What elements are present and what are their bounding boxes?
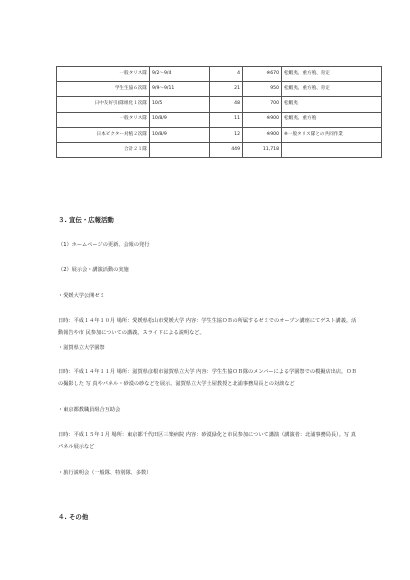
cell-member-count: 449 bbox=[210, 142, 243, 157]
cell-participants: ※900 bbox=[243, 127, 282, 142]
cell-participants: ※900 bbox=[243, 112, 282, 127]
cell-notes: 松蝦夷、重方殖 bbox=[282, 112, 382, 127]
shiga-univ-title: ・滋賀県立大学園祭 bbox=[58, 345, 105, 351]
cell-participants: 950 bbox=[243, 82, 282, 97]
cell-member-count: 21 bbox=[210, 82, 243, 97]
table-row bbox=[57, 112, 382, 127]
table-row bbox=[57, 67, 382, 82]
travel-briefing-text: ・旅行説明会（一般隊、特別隊、多数） bbox=[58, 470, 152, 476]
section-3-heading: ３. 宣伝・広報活動 bbox=[58, 216, 114, 224]
cell-period bbox=[150, 142, 210, 157]
cell-participants: 700 bbox=[243, 97, 282, 112]
cell-member-count: 48 bbox=[210, 97, 243, 112]
cell-period: 9/9〜9/11 bbox=[150, 82, 210, 97]
cell-team-name: 日中友好引(隊組化１次隊 bbox=[57, 97, 150, 112]
ehime-univ-body: 日時：平成１４年１０月 場所：愛媛県松山市愛媛大学 内容：学生生協ＯＢの所属するゼミでのオープン講座にてゲスト講義。活動報告や市 民参加についての講義。スライドによる説明など。 bbox=[58, 318, 357, 336]
table-row bbox=[57, 82, 382, 97]
cell-notes: 松蝦夷、重方殖、育定 bbox=[282, 67, 382, 82]
ehime-univ-title: ・愛媛大学公開ゼミ bbox=[58, 293, 105, 299]
cell-period: 10/8/9 bbox=[150, 127, 210, 142]
tokyo-union-body: 日時：平成１５年１月 場所：東京都千代田区三楽病院 内容：砂漠緑化と市民参加について講演（講演者：北浦事務局長）。写 真パネル展示など bbox=[58, 432, 356, 450]
cell-notes: ※一般タリス隊との共同作業 bbox=[282, 127, 382, 142]
cell-member-count: 11 bbox=[210, 112, 243, 127]
cell-notes bbox=[282, 142, 382, 157]
shiga-univ-body: 日時：平成１４年１１月 場所：滋賀県彦根市滋賀県立大学 内容：学生生協ＯＢ隊のメンバーによる学園祭での模擬店出店。ＯＢの撮影した 写 真やパネル・砂漠の砂などを展示。滋賀県立大学土屋教授と北浦事務局長との対談など bbox=[58, 369, 357, 387]
table-body bbox=[57, 67, 382, 158]
item-2-text: （2）展示会・講演活動の実施 bbox=[58, 267, 129, 273]
cell-participants: 11,718 bbox=[243, 142, 282, 157]
table-row bbox=[57, 142, 382, 157]
cell-member-count: 12 bbox=[210, 127, 243, 142]
cell-period: 10/8/9 bbox=[150, 112, 210, 127]
table-row bbox=[57, 127, 382, 142]
cell-member-count: 4 bbox=[210, 67, 243, 82]
cell-team-name: 合計２１隊 bbox=[57, 142, 150, 157]
section-4-heading: ４. その他 bbox=[58, 513, 89, 521]
cell-notes: 松蝦夷 bbox=[282, 97, 382, 112]
cell-team-name: 学生生協６次隊 bbox=[57, 82, 150, 97]
cell-team-name: 日本ビクター対植２次隊 bbox=[57, 127, 150, 142]
cell-team-name: 一般タリス隊 bbox=[57, 112, 150, 127]
cell-notes: 松蝦夷、重方殖、育定 bbox=[282, 82, 382, 97]
tokyo-union-title: ・東京都教職員組合互助会 bbox=[58, 407, 121, 413]
cell-participants: ※670 bbox=[243, 67, 282, 82]
cell-period: 9/2〜9/4 bbox=[150, 67, 210, 82]
item-1-text: （1）ホームページの更新、会報の発行 bbox=[58, 242, 150, 248]
team-summary-table bbox=[56, 66, 382, 158]
table-row bbox=[57, 97, 382, 112]
cell-period: 10/5 bbox=[150, 97, 210, 112]
cell-team-name: 一般タリス隊 bbox=[57, 67, 150, 82]
